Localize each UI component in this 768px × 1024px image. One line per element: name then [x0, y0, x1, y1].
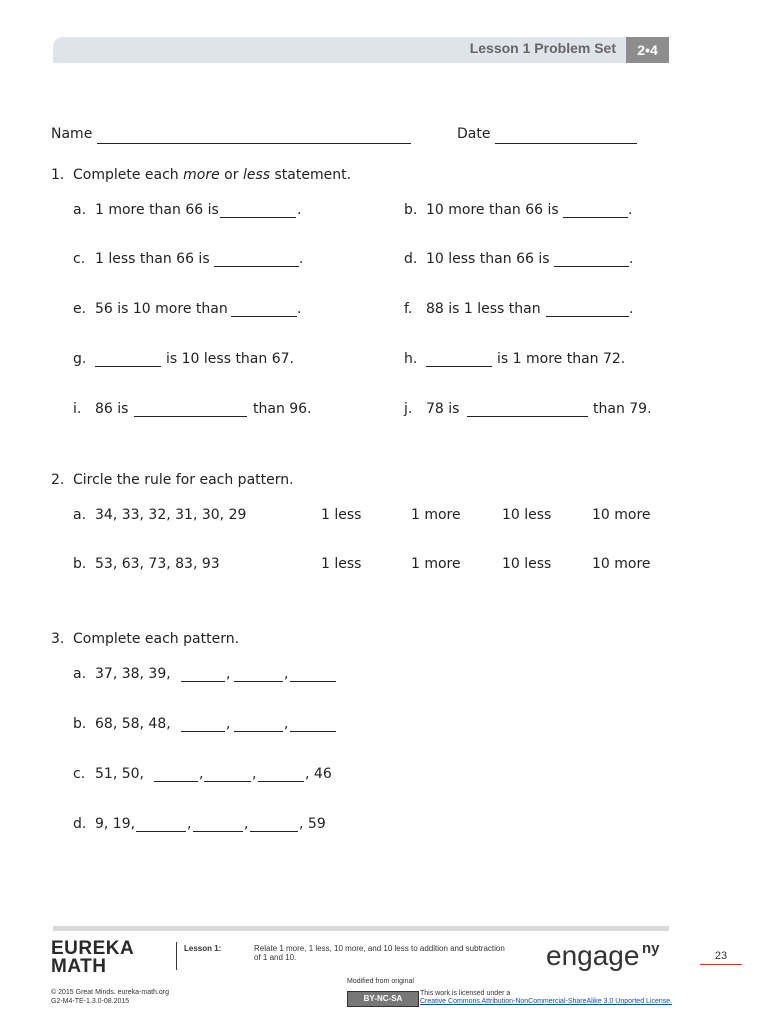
- q3-prompt: Complete each pattern.: [73, 631, 240, 647]
- cc-license-icon: BY-NC-SA: [347, 991, 419, 1007]
- q1-item-label: f.: [404, 301, 413, 317]
- q1-item-text: .: [629, 301, 634, 317]
- q1-item-text: 1 less than 66 is: [95, 251, 210, 267]
- rule-option[interactable]: 10 less: [502, 507, 552, 523]
- q1-item-label: e.: [73, 301, 87, 317]
- answer-blank[interactable]: [290, 731, 336, 732]
- date-label: Date: [457, 126, 491, 142]
- license-text: This work is licensed under a: [420, 990, 511, 997]
- q1-item-label: g.: [73, 351, 87, 367]
- comma: ,: [284, 716, 289, 732]
- q1-item-text: 86 is: [95, 401, 129, 417]
- q2-row-label: b.: [73, 556, 87, 572]
- q1-item-text: 1 more than 66 is: [95, 202, 219, 218]
- answer-blank[interactable]: [154, 781, 198, 782]
- lesson-title: Lesson 1 Problem Set: [469, 40, 616, 56]
- q2-row-label: a.: [73, 507, 87, 523]
- answer-blank[interactable]: [214, 266, 299, 267]
- answer-blank[interactable]: [258, 781, 304, 782]
- comma: ,: [226, 666, 231, 682]
- q3-pattern-end: , 59: [299, 816, 326, 832]
- q2-prompt: Circle the rule for each pattern.: [73, 472, 294, 488]
- answer-blank[interactable]: [181, 681, 225, 682]
- q1-item-text: than 96.: [253, 401, 312, 417]
- q3-number: 3.: [51, 631, 65, 647]
- q1-item-text: is 1 more than 72.: [497, 351, 626, 367]
- comma: ,: [252, 766, 257, 782]
- q3-pattern: 68, 58, 48,: [95, 716, 171, 732]
- modified-note: Modified from original: [347, 978, 414, 985]
- answer-blank[interactable]: [181, 731, 225, 732]
- q3-row-label: c.: [73, 766, 86, 782]
- answer-blank[interactable]: [290, 681, 336, 682]
- answer-blank[interactable]: [231, 316, 297, 317]
- lesson-label: Lesson 1:: [184, 944, 222, 953]
- comma: ,: [199, 766, 204, 782]
- rule-option[interactable]: 1 more: [411, 556, 461, 572]
- q1-number: 1.: [51, 167, 65, 183]
- page-number: 23: [700, 950, 742, 965]
- lesson-badge: 2•4: [626, 37, 669, 63]
- footer-rule: [53, 926, 669, 931]
- answer-blank[interactable]: [136, 831, 186, 832]
- engage-logo: engage: [546, 940, 640, 971]
- q1-item-label: i.: [73, 401, 82, 417]
- answer-blank[interactable]: [234, 731, 283, 732]
- q1-item-label: h.: [404, 351, 418, 367]
- eureka-math-logo: EUREKA MATH: [51, 938, 135, 977]
- q1-item-label: d.: [404, 251, 418, 267]
- q1-item-text: 78 is: [426, 401, 460, 417]
- q1-item-text: .: [299, 251, 304, 267]
- copyright: © 2015 Great Minds. eureka-math.org: [51, 989, 169, 996]
- q3-pattern: 51, 50,: [95, 766, 144, 782]
- q1-item-label: b.: [404, 202, 418, 218]
- answer-blank[interactable]: [426, 366, 492, 367]
- rule-option[interactable]: 1 less: [321, 556, 362, 572]
- comma: ,: [187, 816, 192, 832]
- answer-blank[interactable]: [220, 217, 296, 218]
- date-field[interactable]: [495, 143, 637, 144]
- q1-item-text: than 79.: [593, 401, 652, 417]
- q1-item-text: 10 less than 66 is: [426, 251, 550, 267]
- q2-pattern: 53, 63, 73, 83, 93: [95, 556, 220, 572]
- q1-item-text: 56 is 10 more than: [95, 301, 228, 317]
- q1-item-text: .: [297, 301, 302, 317]
- q2-pattern: 34, 33, 32, 31, 30, 29: [95, 507, 247, 523]
- rule-option[interactable]: 10 more: [592, 507, 651, 523]
- q3-row-label: b.: [73, 716, 87, 732]
- engage-ny-superscript: ny: [642, 940, 660, 957]
- answer-blank[interactable]: [234, 681, 283, 682]
- q1-prompt: Complete each more or less statement.: [73, 167, 352, 183]
- answer-blank[interactable]: [467, 416, 588, 417]
- q3-row-label: d.: [73, 816, 87, 832]
- q3-pattern-end: , 46: [305, 766, 332, 782]
- answer-blank[interactable]: [193, 831, 243, 832]
- rule-option[interactable]: 10 more: [592, 556, 651, 572]
- answer-blank[interactable]: [95, 366, 161, 367]
- rule-option[interactable]: 1 more: [411, 507, 461, 523]
- rule-option[interactable]: 10 less: [502, 556, 552, 572]
- q3-row-label: a.: [73, 666, 87, 682]
- q1-item-label: a.: [73, 202, 87, 218]
- answer-blank[interactable]: [134, 416, 247, 417]
- q1-item-text: 88 is 1 less than: [426, 301, 541, 317]
- comma: ,: [244, 816, 249, 832]
- q1-item-text: 10 more than 66 is: [426, 202, 559, 218]
- name-field[interactable]: [97, 143, 411, 144]
- document-code: G2-M4-TE-1.3.0-08.2015: [51, 998, 130, 1005]
- license-link[interactable]: Creative Commons Attribution-NonCommercial-ShareAlike 3.0 Unported License.: [420, 998, 673, 1005]
- q1-item-text: is 10 less than 67.: [166, 351, 294, 367]
- lesson-objective: Relate 1 more, 1 less, 10 more, and 10 less to addition and subtraction of 1 and 10.: [254, 944, 505, 962]
- q3-pattern: 9, 19,: [95, 816, 136, 832]
- comma: ,: [226, 716, 231, 732]
- footer-divider: [176, 942, 177, 970]
- q3-pattern: 37, 38, 39,: [95, 666, 171, 682]
- rule-option[interactable]: 1 less: [321, 507, 362, 523]
- name-label: Name: [51, 126, 93, 142]
- q1-item-text: .: [629, 251, 634, 267]
- q1-item-text: .: [297, 202, 302, 218]
- answer-blank[interactable]: [204, 781, 251, 782]
- answer-blank[interactable]: [554, 266, 629, 267]
- answer-blank[interactable]: [563, 217, 628, 218]
- answer-blank[interactable]: [250, 831, 298, 832]
- q1-item-label: j.: [404, 401, 413, 417]
- q1-item-label: c.: [73, 251, 86, 267]
- q2-number: 2.: [51, 472, 65, 488]
- answer-blank[interactable]: [546, 316, 629, 317]
- q1-item-text: .: [628, 202, 633, 218]
- comma: ,: [284, 666, 289, 682]
